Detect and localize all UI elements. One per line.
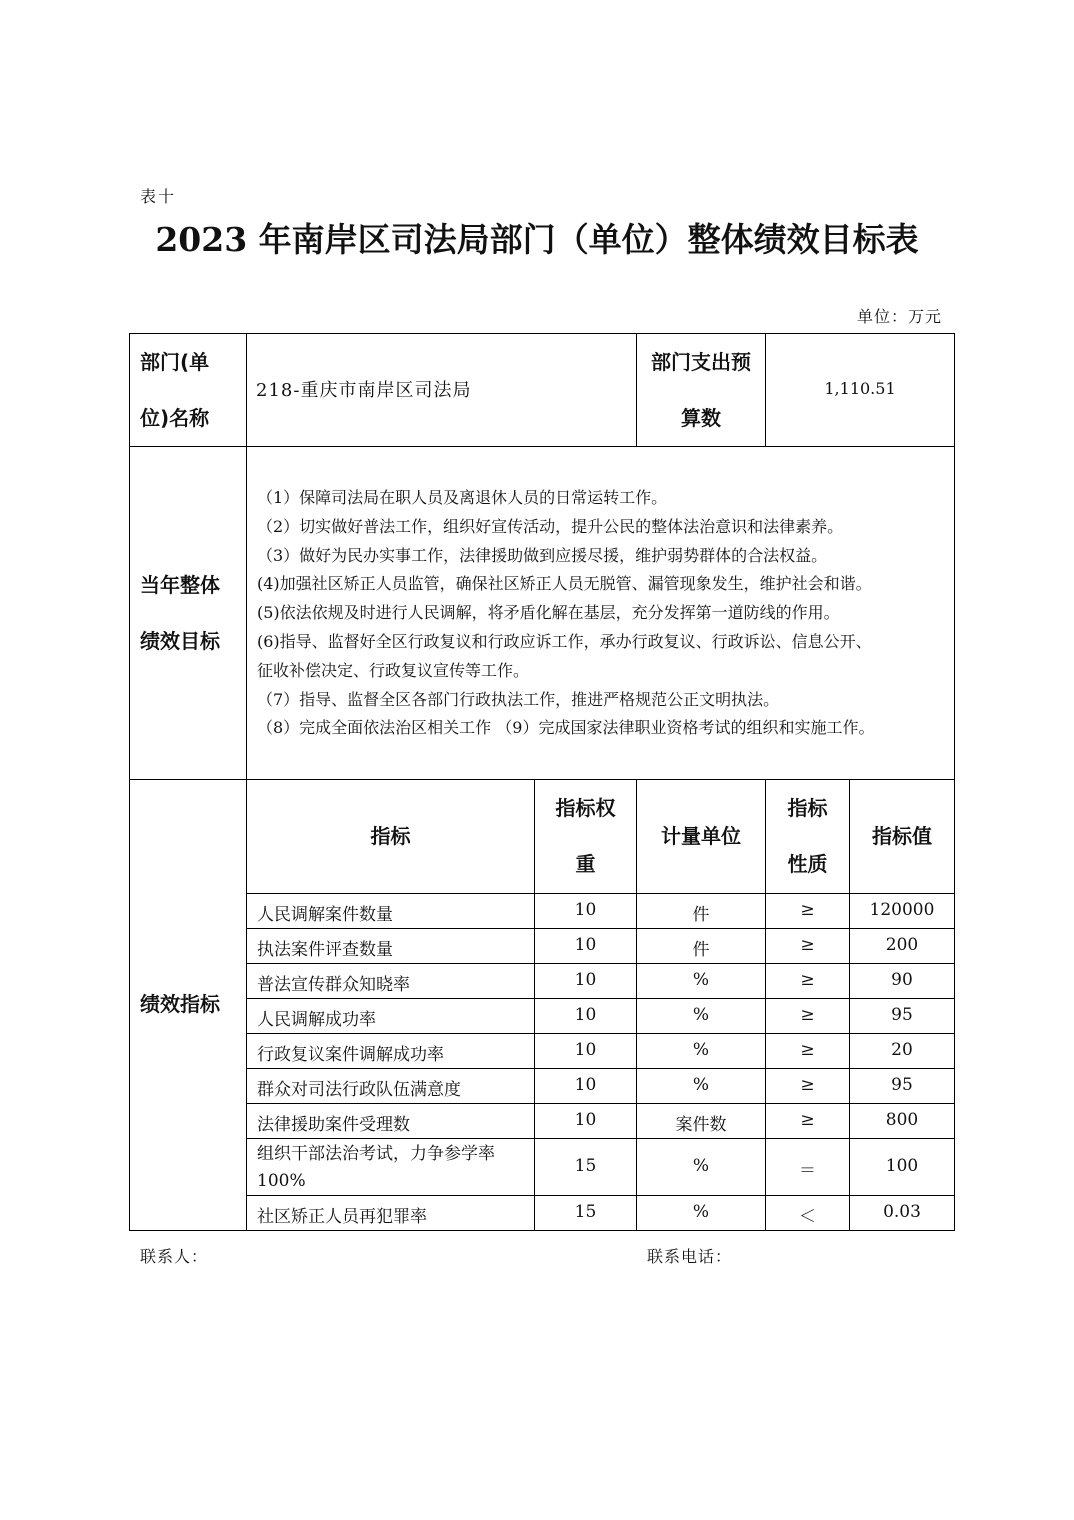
row-nature: ≥ <box>800 1040 815 1060</box>
goal-line: （2）切实做好普法工作，组织好宣传活动，提升公民的整体法治意识和法律素养。 <box>257 516 844 536</box>
row-nature: ＝ <box>799 1161 816 1181</box>
row-weight: 10 <box>574 1075 597 1095</box>
row-unit: % <box>692 1202 710 1222</box>
goal-line: (4)加强社区矫正人员监管，确保社区矫正人员无脱管、漏管现象发生，维护社会和谐。 <box>257 574 872 594</box>
row-unit: % <box>692 1040 710 1060</box>
row-name: 人民调解案件数量 <box>257 905 393 925</box>
row-weight: 10 <box>574 1005 597 1025</box>
page-title: 2023 年南岸区司法局部门（单位）整体绩效目标表 <box>155 220 919 259</box>
row-nature: ≥ <box>800 1110 815 1130</box>
goal-line: （3）做好为民办实事工作，法律援助做到应援尽援，维护弱势群体的合法权益。 <box>257 545 828 565</box>
goal-line: （7）指导、监督全区各部门行政执法工作，推进严格规范公正文明执法。 <box>257 689 780 709</box>
row-value: 800 <box>885 1110 919 1130</box>
row-name: 执法案件评查数量 <box>257 940 393 960</box>
goals-label: 当年整体 绩效目标 <box>140 573 220 653</box>
row-weight: 15 <box>574 1156 597 1176</box>
goal-line: 征收补偿决定、行政复议宣传等工作。 <box>257 660 530 680</box>
contact-label: 联系人： <box>140 1247 209 1266</box>
row-nature: ≥ <box>800 970 815 990</box>
goal-line: （1）保障司法局在职人员及离退休人员的日常运转工作。 <box>257 488 668 507</box>
row-nature: ≥ <box>800 900 815 920</box>
table-label: 表十 <box>140 187 177 206</box>
row-value: 95 <box>891 1075 913 1095</box>
row-value: 20 <box>891 1040 913 1060</box>
row-value: 0.03 <box>883 1202 921 1222</box>
row-unit: % <box>692 1005 710 1025</box>
goals-text <box>257 484 949 743</box>
header-weight: 指标权 重 <box>555 796 616 876</box>
row-name: 普法宣传群众知晓率 <box>257 975 410 995</box>
row-nature: ≥ <box>800 1005 815 1025</box>
row-name: 社区矫正人员再犯罪率 <box>257 1207 427 1227</box>
header-nature: 指标 性质 <box>787 796 828 876</box>
indicators-label: 绩效指标 <box>140 992 220 1016</box>
header-unit: 计量单位 <box>661 824 741 848</box>
row-value: 100 <box>885 1156 919 1176</box>
row-weight: 10 <box>574 900 597 920</box>
goal-line: (6)指导、监督好全区行政复议和行政应诉工作，承办行政复议、行政诉讼、信息公开、 <box>257 631 872 651</box>
row-name: 法律援助案件受理数 <box>257 1115 410 1135</box>
row-weight: 10 <box>574 935 597 955</box>
row-name: 组织干部法治考试，力争参学率 100% <box>257 1144 495 1191</box>
row-name: 人民调解成功率 <box>257 1010 376 1030</box>
row-value: 200 <box>885 935 919 955</box>
row-weight: 10 <box>574 970 597 990</box>
phone-label: 联系电话： <box>647 1247 733 1266</box>
row-weight: 15 <box>574 1202 597 1222</box>
row-unit: % <box>692 1156 710 1176</box>
row-weight: 10 <box>574 1040 597 1060</box>
row-nature: ≥ <box>800 935 815 955</box>
row-value: 95 <box>891 1005 913 1025</box>
unit-label: 单位：万元 <box>856 307 942 326</box>
row-unit: 案件数 <box>675 1115 727 1135</box>
row-value: 90 <box>891 970 913 990</box>
row-weight: 10 <box>574 1110 597 1130</box>
row-nature: ＜ <box>799 1207 816 1227</box>
dept-name-label: 部门(单 位)名称 <box>140 350 210 430</box>
goal-line: (5)依法依规及时进行人民调解，将矛盾化解在基层，充分发挥第一道防线的作用。 <box>257 603 840 623</box>
row-unit: 件 <box>692 905 710 925</box>
row-unit: 件 <box>692 940 710 960</box>
row-name: 群众对司法行政队伍满意度 <box>257 1080 461 1100</box>
header-value: 指标值 <box>872 824 932 848</box>
dept-name-value: 218-重庆市南岸区司法局 <box>256 380 472 401</box>
row-value: 120000 <box>869 900 935 920</box>
budget-value: 1,110.51 <box>824 379 896 398</box>
goal-line: （8）完成全面依法治区相关工作 （9）完成国家法律职业资格考试的组织和实施工作。 <box>257 718 875 738</box>
row-unit: % <box>692 970 710 990</box>
row-name: 行政复议案件调解成功率 <box>257 1045 444 1065</box>
row-unit: % <box>692 1075 710 1095</box>
header-indicator: 指标 <box>370 824 411 848</box>
row-nature: ≥ <box>800 1075 815 1095</box>
budget-label: 部门支出预 算数 <box>651 350 751 430</box>
